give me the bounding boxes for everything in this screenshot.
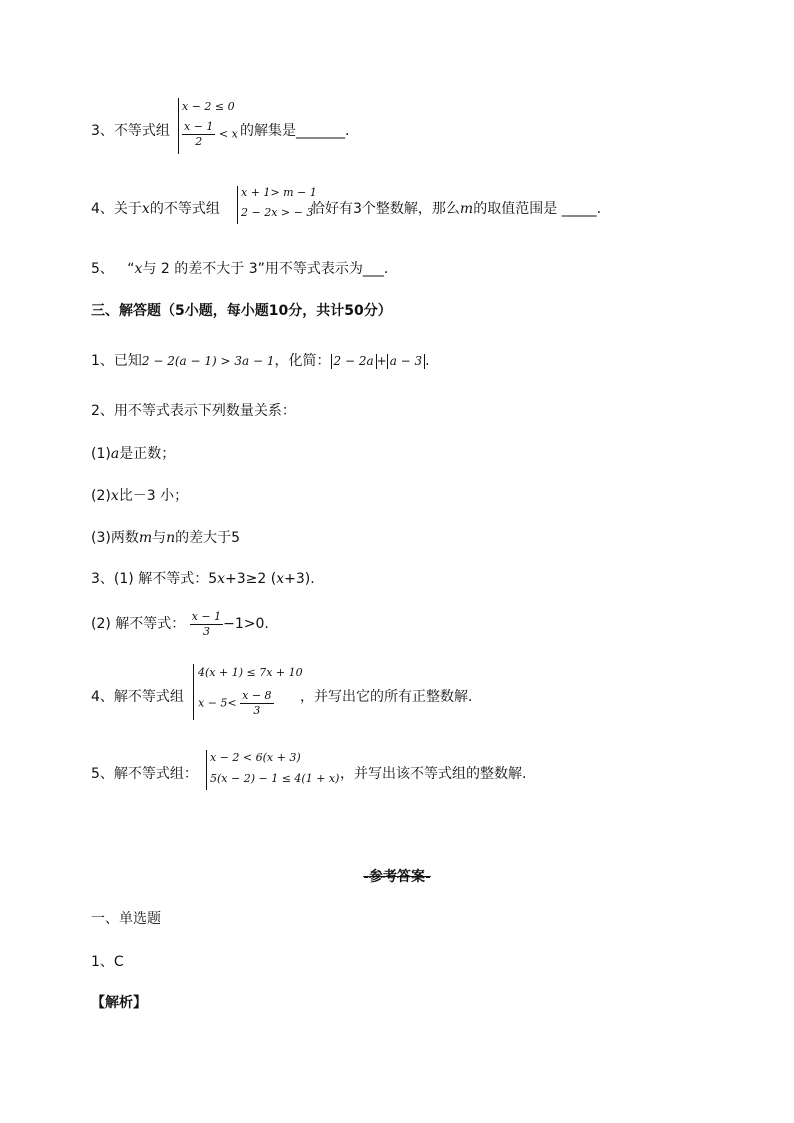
solve-4: 4、解不等式组	[91, 689, 184, 705]
question-3	[91, 120, 170, 140]
solve-3-part-1: 3、(1) 解不等式：5x+3≥2 (x+3).	[91, 571, 315, 587]
s4-brace	[193, 664, 194, 720]
s4-line1: 4(x + 1) ≤ 7x + 10	[198, 666, 303, 679]
q3-brace	[178, 98, 179, 154]
answers-title: -参考答案-	[363, 869, 431, 885]
solve-3-part-2: (2) 解不等式： $\frac{x - 1}{3}$ −1>0.	[91, 609, 269, 638]
question-4: 4、关于x的不等式组	[91, 201, 220, 217]
s4-line2: x − 5< $\frac{x - 8}{3}$	[198, 689, 272, 717]
abs-value-2: a − 3	[387, 354, 425, 369]
q4-brace	[237, 186, 238, 224]
s3-fraction: $\frac{x - 1}{3}$	[191, 609, 222, 638]
solve-2-item-2: (2)x比－3 小；	[91, 488, 189, 504]
answer-1: 1、C	[91, 954, 124, 970]
question-5: 5、 “x与 2 的差不大于 3”用不等式表示为___.	[91, 261, 389, 277]
q3-line1: x − 2 ≤ 0	[182, 100, 235, 113]
solve-2-intro: 2、用不等式表示下列数量关系：	[91, 403, 296, 419]
solve-1: 1、已知2 − 2(a − 1) > 3a − 1，化简： 2 − 2a + a − 3 .	[91, 353, 430, 369]
q3-line2	[182, 120, 238, 149]
q4-line2: 2 − 2x > − 3	[241, 206, 314, 219]
solve-2-item-3: (3)两数m与n的差大于5	[91, 530, 241, 546]
q3-frac-tail: < x	[218, 127, 238, 141]
s5-line2: 5(x − 2) − 1 ≤ 4(1 + x)	[210, 772, 340, 785]
q3-prefix: 3、不等式组	[91, 123, 170, 139]
abs-value-1: 2 − 2a	[331, 354, 377, 369]
q4-suffix: 恰好有3个整数解，那么m的取值范围是 _____.	[311, 201, 602, 217]
s5-suffix: ，并写出该不等式组的整数解.	[340, 766, 527, 782]
analysis-label: 【解析】	[91, 995, 147, 1011]
s5-brace	[206, 750, 207, 790]
s5-line1: x − 2 < 6(x + 3)	[210, 751, 301, 764]
q4-line1: x + 1> m − 1	[241, 186, 317, 199]
q3-fraction: $\frac{x - 1}{2}$	[184, 120, 214, 148]
solve-5: 5、解不等式组：	[91, 766, 198, 782]
s4-fraction: $\frac{x - 8}{3}$	[242, 689, 272, 717]
answers-section-1: 一、单选题	[91, 911, 161, 927]
section-3-title: 三、解答题（5小题，每小题10分，共计50分）	[91, 303, 392, 319]
s4-suffix: ，并写出它的所有正整数解.	[300, 689, 473, 705]
solve-2-item-1: (1)a是正数；	[91, 446, 176, 462]
q3-suffix: 的解集是_______.	[240, 123, 350, 139]
